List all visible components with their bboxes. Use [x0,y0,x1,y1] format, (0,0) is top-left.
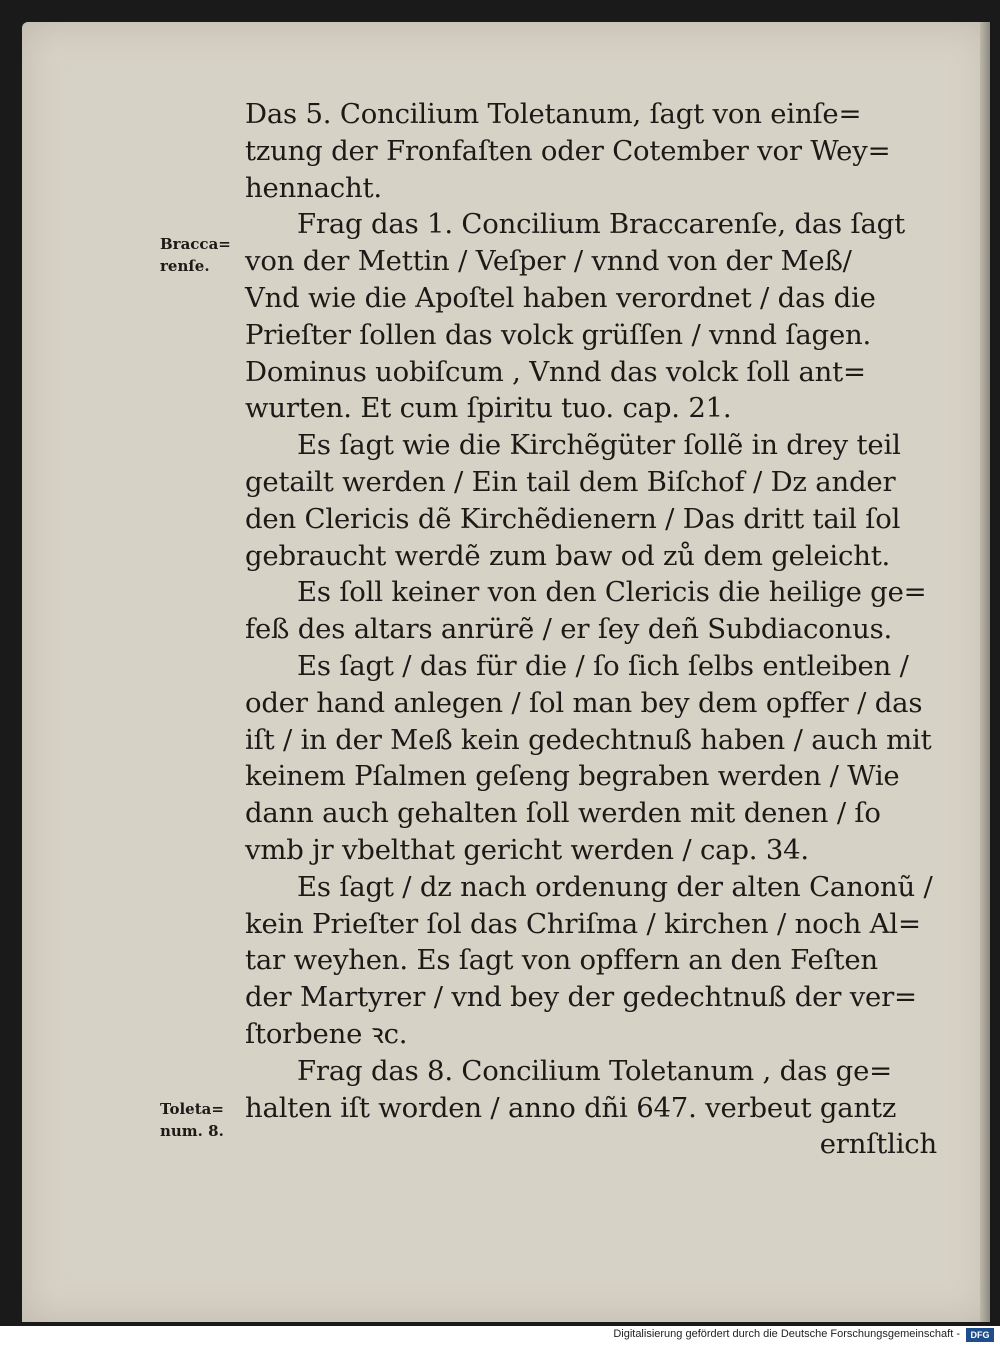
margin-note-line: renſe. [160,257,210,275]
text-line: Prieſter ſollen das volck grüſſen / vnnd ſagen. [245,318,872,351]
text-line: Es ſoll keiner von den Clericis die heilige ge= [297,576,927,609]
text-line: halten iſt worden / anno dñi 647. verbeut gantz [245,1091,897,1124]
margin-note-line: Bracca= [160,235,231,253]
text-line: gebraucht werdẽ zum baw od zů dem geleicht. [245,539,891,572]
text-line: iſt / in der Meß kein gedechtnuß haben / auch mit [245,723,932,756]
text-line: kein Prieſter ſol das Chriſma / kirchen / noch Al= [245,907,921,940]
margin-note-toletanum [160,1098,224,1142]
text-line: Vnd wie die Apoſtel haben verordnet / das die [245,281,876,314]
text-line: oder hand anlegen / ſol man bey dem opffer / das [245,686,923,719]
page-edge [980,22,990,1322]
text-line: Es ſagt / dz nach ordenung der alten Canonũ / [297,870,933,903]
dfg-logo-icon: DFG [966,1328,994,1342]
text-line: Das 5. Concilium Toletanum, ſagt von einſe= [245,98,862,130]
text-line: Es ſagt wie die Kirchẽgüter ſollẽ in drey teil [297,429,901,462]
text-line: dann auch gehalten ſoll werden mit denen / ſo [245,797,881,830]
text-line: ſtorbene ꝛc. [245,1017,408,1050]
text-line: getailt werden / Ein tail dem Biſchof / Dz ander [245,465,896,498]
text-line: tar weyhen. Es ſagt von opffern an den Feſten [245,944,878,977]
text-line: den Clericis dẽ Kirchẽdienern / Das dritt tail ſol [245,502,901,535]
margin-note-line: num. 8. [160,1122,224,1140]
text-line: wurten. Et cum ſpiritu tuo. cap. 21. [245,392,732,425]
text-line: tzung der Fronfaſten oder Cotember vor Wey= [245,134,891,167]
text-line: Dominus uobiſcum , Vnnd das volck ſoll ant= [245,355,866,388]
text-line: Frag das 1. Concilium Braccarenſe, das ſagt [297,208,905,241]
text-line: keinem Pſalmen geſeng begraben werden / Wie [245,760,900,793]
footer-credit: Digitalisierung gefördert durch die Deutsche Forschungsgemeinschaft - [613,1328,960,1340]
margin-note-braccarense [160,233,231,277]
text-line: der Martyrer / vnd bey der gedechtnuß der ver= [245,981,917,1014]
main-text-block [245,96,945,1163]
catchword: ernſtlich [819,1128,937,1161]
digitization-footer [0,1326,1000,1345]
text-line: feß des altars anrürẽ / er ſey deñ Subdiaconus. [245,613,893,646]
text-line: Es ſagt / das für die / ſo ſich ſelbs entleiben / [297,649,909,682]
text-line: vmb jr vbelthat gericht werden / cap. 34. [245,833,809,866]
margin-note-line: Toleta= [160,1100,224,1118]
text-line: von der Mettin / Veſper / vnnd von der Meß/ [245,245,852,278]
text-line: Frag das 8. Concilium Toletanum , das ge= [297,1054,893,1087]
text-line: hennacht. [245,171,382,204]
